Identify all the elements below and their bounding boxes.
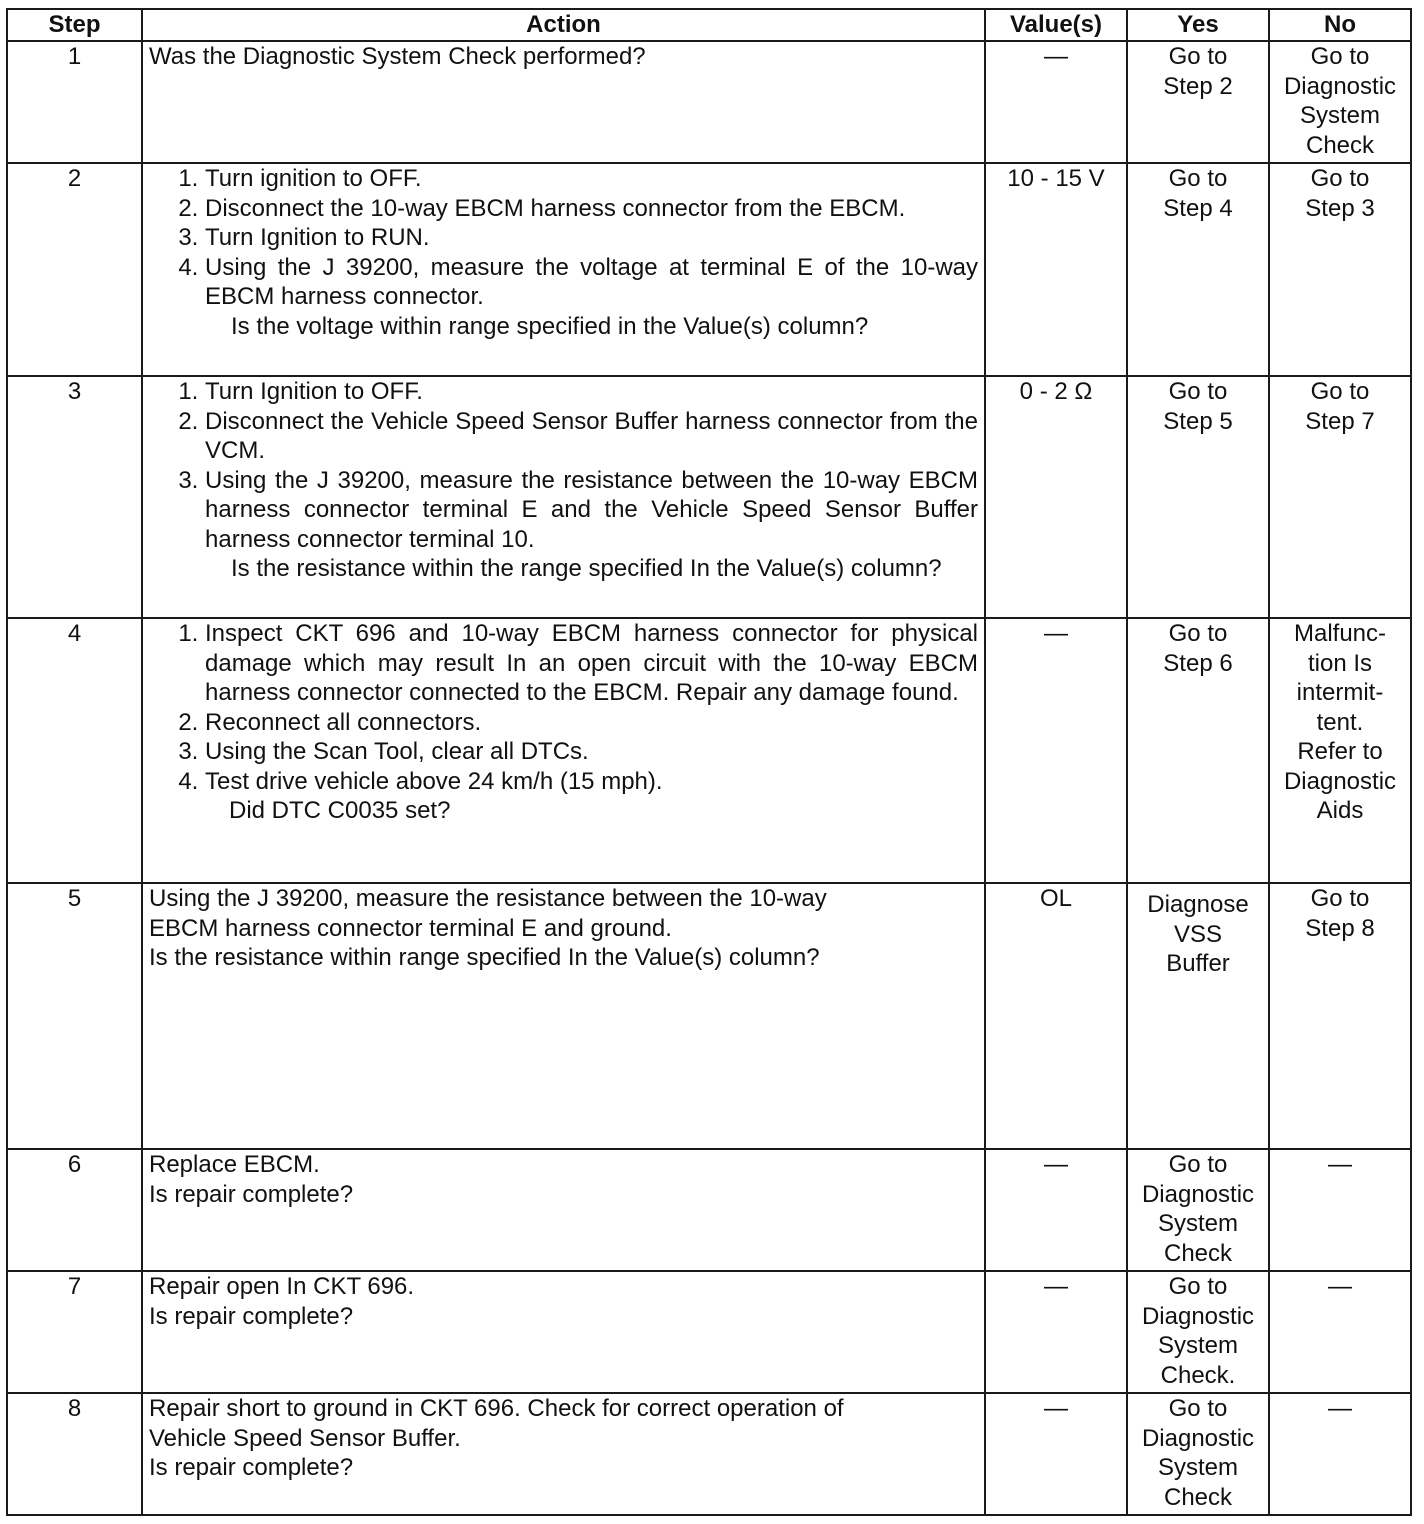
action-line: EBCM harness connector terminal E and ground. [149, 914, 672, 942]
yes-line: VSS [1173, 920, 1223, 948]
no-line: intermit- [1296, 679, 1384, 706]
yes-line: Diagnostic [1141, 1180, 1255, 1208]
yes-line: Diagnostic [1141, 1302, 1255, 1330]
yes-cell [1127, 41, 1269, 163]
table-row-step-7 [7, 1271, 1411, 1393]
no-line: Refer to [1297, 738, 1383, 765]
yes-cell [1127, 1149, 1269, 1271]
no-cell: — [1269, 1271, 1411, 1393]
action-cell [142, 41, 985, 163]
action-line: Is repair complete? [149, 1180, 354, 1208]
action-step: 4. Test drive vehicle above 24 km/h (15 mph). [205, 767, 978, 797]
step-number: 1 [7, 41, 142, 163]
table-row-step-1 [7, 41, 1411, 163]
no-cell: — [1269, 1393, 1411, 1515]
yes-line: Check [1163, 1239, 1233, 1267]
action-cell [142, 376, 985, 618]
action-cell [142, 163, 985, 376]
action-step: 1. Inspect CKT 696 and 10-way EBCM harness connector for physical damage which may result In an open circuit with the 10-way EBCM harness connector connected to the EBCM. Repair any damage found. [205, 619, 978, 708]
action-steps [149, 377, 978, 554]
yes-line: Go to [1168, 620, 1228, 647]
step-number: 8 [7, 1393, 142, 1515]
action-steps [149, 619, 978, 796]
yes-line: Go to [1168, 378, 1228, 405]
action-line: Using the J 39200, measure the resistance between the 10-way [149, 885, 827, 912]
no-line: Step 8 [1305, 914, 1375, 942]
action-cell [142, 883, 985, 1149]
header-yes: Yes [1127, 9, 1269, 41]
yes-line: Check [1163, 1483, 1233, 1511]
action-step: 2. Disconnect the Vehicle Speed Sensor Buffer harness connector from the VCM. [205, 407, 978, 466]
yes-cell [1127, 1271, 1269, 1393]
action-step: 4. Using the J 39200, measure the voltage at terminal E of the 10-way EBCM harness connector. [205, 253, 978, 312]
action-cell [142, 1271, 985, 1393]
no-line: Go to [1310, 43, 1370, 70]
action-steps [149, 164, 978, 312]
yes-cell [1127, 376, 1269, 618]
no-line: Check [1305, 131, 1375, 159]
yes-line: System [1157, 1332, 1238, 1359]
header-action: Action [142, 9, 985, 41]
no-line: Malfunc- [1293, 620, 1387, 647]
yes-line: Check. [1160, 1361, 1236, 1389]
yes-line: Go to [1168, 1151, 1228, 1178]
action-question: Is the voltage within range specified in the Value(s) column? [231, 312, 869, 340]
action-step: 2. Disconnect the 10-way EBCM harness connector from the EBCM. [205, 194, 978, 224]
action-line: Is repair complete? [149, 1302, 354, 1330]
no-cell [1269, 618, 1411, 883]
no-line: tent. [1316, 708, 1364, 736]
action-step: 2. Reconnect all connectors. [205, 708, 978, 738]
action-step: 3. Using the Scan Tool, clear all DTCs. [205, 737, 978, 767]
step-number: 7 [7, 1271, 142, 1393]
header-values: Value(s) [985, 9, 1127, 41]
action-line: Repair short to ground in CKT 696. Check for correct operation of [149, 1395, 844, 1422]
table-row-step-8 [7, 1393, 1411, 1515]
yes-cell [1127, 883, 1269, 1149]
step-number: 5 [7, 883, 142, 1149]
no-line: Go to [1310, 378, 1370, 405]
no-line: Step 3 [1305, 194, 1375, 222]
header-step: Step [7, 9, 142, 41]
yes-line: Buffer [1166, 950, 1230, 977]
yes-line: Diagnostic [1141, 1424, 1255, 1452]
yes-line: Diagnose [1147, 891, 1249, 918]
value-cell: — [985, 618, 1127, 883]
action-question: Is the resistance within the range specified In the Value(s) column? [231, 555, 942, 582]
action-line: Vehicle Speed Sensor Buffer. [149, 1424, 461, 1452]
yes-cell [1127, 618, 1269, 883]
action-cell [142, 1149, 985, 1271]
action-step: 3. Turn Ignition to RUN. [205, 223, 978, 253]
header-row [7, 9, 1411, 41]
yes-line: Go to [1168, 1395, 1228, 1422]
value-cell: — [985, 1271, 1127, 1393]
action-cell [142, 1393, 985, 1515]
table-row-step-5 [7, 883, 1411, 1149]
yes-line: Step 2 [1163, 72, 1233, 100]
table-row-step-3 [7, 376, 1411, 618]
yes-line: Go to [1168, 43, 1228, 70]
yes-line: Go to [1168, 1273, 1228, 1300]
action-line: Replace EBCM. [149, 1151, 320, 1178]
step-number: 4 [7, 618, 142, 883]
value-cell: — [985, 1149, 1127, 1271]
yes-line: Step 5 [1163, 407, 1233, 435]
action-line: Repair open In CKT 696. [149, 1273, 415, 1300]
no-line: Aids [1316, 797, 1364, 824]
no-line: Step 7 [1305, 407, 1375, 435]
yes-cell [1127, 163, 1269, 376]
yes-line: System [1157, 1210, 1238, 1237]
action-question: Did DTC C0035 set? [229, 797, 451, 824]
yes-line: Step 4 [1163, 194, 1233, 222]
yes-line: Step 6 [1163, 649, 1233, 677]
no-cell [1269, 41, 1411, 163]
no-line: Go to [1310, 165, 1370, 192]
action-line: Is repair complete? [149, 1454, 354, 1481]
action-step: 3. Using the J 39200, measure the resistance between the 10-way EBCM harness connector terminal E and the Vehicle Speed Sensor Buffer harness connector terminal 10. [205, 466, 978, 555]
yes-cell [1127, 1393, 1269, 1515]
diagnostic-table [6, 8, 1412, 1516]
action-step: 1. Turn ignition to OFF. [205, 164, 978, 194]
no-line: tion Is [1307, 649, 1373, 677]
yes-line: System [1157, 1454, 1238, 1481]
value-cell: — [985, 1393, 1127, 1515]
no-cell [1269, 163, 1411, 376]
no-line: Diagnostic [1283, 72, 1397, 100]
no-line: System [1299, 102, 1380, 129]
value-cell: 0 - 2 Ω [985, 376, 1127, 618]
no-cell: — [1269, 1149, 1411, 1271]
header-no: No [1269, 9, 1411, 41]
value-cell: OL [985, 883, 1127, 1149]
step-number: 2 [7, 163, 142, 376]
action-text: Was the Diagnostic System Check performed? [149, 43, 646, 70]
table-row-step-4 [7, 618, 1411, 883]
no-cell [1269, 376, 1411, 618]
action-line: Is the resistance within range specified In the Value(s) column? [149, 944, 820, 971]
table-row-step-2 [7, 163, 1411, 376]
value-cell: 10 - 15 V [985, 163, 1127, 376]
no-line: Diagnostic [1283, 767, 1397, 795]
action-step: 1. Turn Ignition to OFF. [205, 377, 978, 407]
action-cell [142, 618, 985, 883]
step-number: 3 [7, 376, 142, 618]
value-cell: — [985, 41, 1127, 163]
step-number: 6 [7, 1149, 142, 1271]
no-line: Go to [1310, 885, 1370, 912]
no-cell [1269, 883, 1411, 1149]
yes-line: Go to [1168, 165, 1228, 192]
table-row-step-6 [7, 1149, 1411, 1271]
